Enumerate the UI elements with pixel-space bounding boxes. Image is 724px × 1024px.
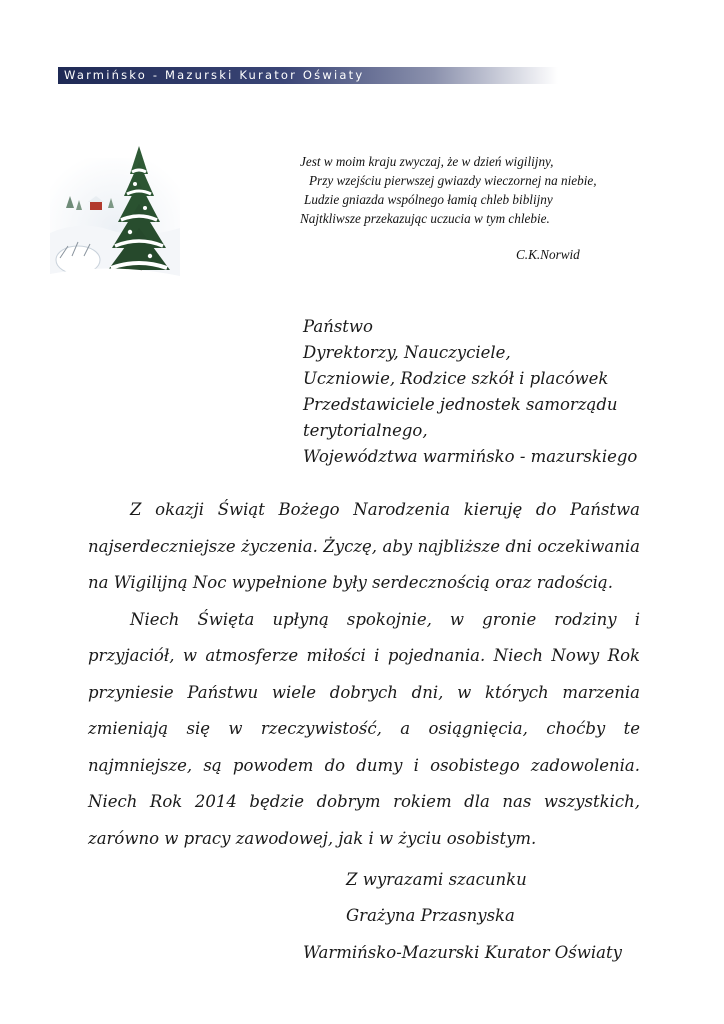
poem-line: Jest w moim kraju zwyczaj, że w dzień wigilijny, [300,154,554,169]
recipients-block [303,314,683,470]
winter-tree-illustration-icon [50,138,180,286]
body-paragraph: Z okazji Świąt Bożego Narodzenia kieruję do Państwa najserdeczniejsze życzenia. Życzę, aby najbliższe dni oczekiwania na Wigilijną Noc wypełnione były serdecznością oraz radością. [88,500,640,592]
signature-name: Grażyna Przasnyska [346,906,515,925]
poem-line: Ludzie gniazda wspólnego łamią chleb biblijny [304,192,553,207]
poem-author: C.K.Norwid [516,247,580,262]
signature-title: Warmińsko-Mazurski Kurator Oświaty [303,943,622,962]
recipient-line: Państwo [303,317,373,336]
recipient-line: terytorialnego, [303,421,428,440]
recipient-line: Województwa warmińsko - mazurskiego [303,447,638,466]
recipient-line: Przedstawiciele jednostek samorządu [303,395,618,414]
signature-closing: Z wyrazami szacunku [346,870,527,889]
header-title: Warmińsko - Mazurski Kurator Oświaty [64,68,365,82]
poem [300,152,630,228]
poem-line: Najtkliwsze przekazując uczucia w tym chlebie. [300,211,550,226]
body-paragraph: Niech Święta upłyną spokojnie, w gronie rodziny i przyjaciół, w atmosferze miłości i pojednania. Niech Nowy Rok przyniesie Państwu wiele dobrych dni, w których marzenia zmieniają się w rzeczywistość, a osiągnięcia, choćby te najmniejsze, są powodem do dumy i osobistego zadowolenia. Niech Rok 2014 będzie dobrym rokiem dla nas wszystkich, zarówno w pracy zawodowej, jak i w życiu osobistym. [88,609,640,848]
recipient-line: Uczniowie, Rodzice szkół i placówek [303,369,609,388]
recipient-line: Dyrektorzy, Nauczyciele, [303,343,511,362]
header-bar [58,67,558,84]
letter-body [88,492,640,857]
poem-line: Przy wzejściu pierwszej gwiazdy wieczornej na niebie, [309,173,597,188]
